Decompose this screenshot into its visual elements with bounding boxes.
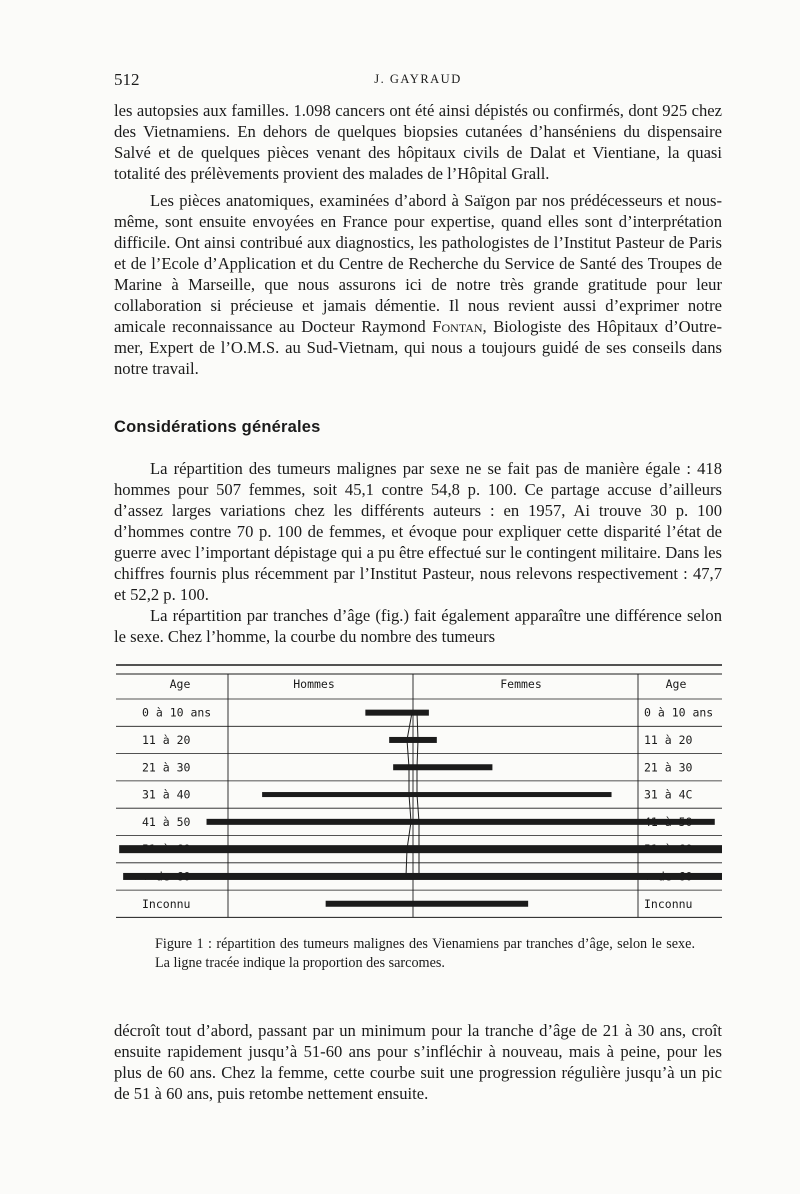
- body-text-bottom: [114, 1020, 722, 1104]
- age-label-right: 21 à 30: [644, 760, 693, 775]
- body-text-top: [114, 100, 722, 379]
- paragraph-4: La répartition par tranches d’âge (fig.) fait également apparaître une différence selon le sexe. Chez l’homme, la courbe du nombre des tumeurs: [114, 606, 722, 646]
- bar-men: [123, 873, 413, 880]
- bar-men: [393, 764, 413, 770]
- paragraph-2: [114, 190, 722, 379]
- chart-headers: [170, 677, 687, 691]
- paragraph-2-part-a: Les pièces anatomiques, examinées d’abord à Saïgon par nos prédécesseurs et nous-même, sont ensuite envoyées en France pour expertise, quand elles sont d’interprétation difficile. Ont ainsi contribué aux diagnostics, les pathologistes de l’Institut Pasteur de Paris et de l’Ecole d’Application et du Centre de Recherche du Service de Santé des Troupes de Marine à Marseille, que nous assurons ici de notre très grande gratitude pour leur collaboration si précieuse et jamais démentie. Il nous revient aussi d’exprimer notre amicale reconnaissance au Docteur Raymond: [114, 191, 722, 336]
- paragraph-5: décroît tout d’abord, passant par un minimum pour la tranche d’âge de 21 à 30 ans, croît ensuite rapidement jusqu’à 51-60 ans pour s’infléchir à nouveau, mais à peine, pour les plus de 60 ans. Chez la femme, cette courbe suit une progression régulière jusqu’à un pic de 51 à 60 ans, puis retombe nettement ensuite.: [114, 1021, 722, 1103]
- header-age-right: Age: [665, 677, 687, 691]
- header-men: Hommes: [293, 677, 335, 691]
- age-label-left: 31 à 40: [142, 787, 191, 802]
- age-label-left: 0 à 10 ans: [142, 705, 212, 720]
- age-label-right: 11 à 20: [644, 732, 693, 747]
- figure-caption: Figure 1 : répartition des tumeurs malignes des Vienamiens par tranches d’âge, selon le sexe. La ligne tracée indique la proportion des sarcomes.: [155, 936, 695, 971]
- age-sex-pyramid-chart: [116, 664, 722, 924]
- body-text-middle: [114, 458, 722, 647]
- age-label-left: Inconnu: [142, 896, 191, 911]
- age-label-right: Inconnu: [644, 896, 693, 911]
- page-number: 512: [114, 70, 140, 89]
- bar-women: [413, 845, 722, 853]
- bar-women: [413, 792, 612, 797]
- age-label-right: 31 à 4C: [644, 787, 693, 802]
- section-heading: Considérations générales: [114, 418, 321, 436]
- bar-women: [413, 819, 715, 825]
- bar-women: [413, 764, 492, 770]
- bar-men: [119, 845, 413, 853]
- paragraph-3: La répartition des tumeurs malignes par sexe ne se fait pas de manière égale : 418 hommes pour 507 femmes, soit 45,1 contre 54,8 p. 100. Ce partage accuse d’ailleurs d’assez larges variations chez les différents auteurs : en 1957, Ai trouve 30 p. 100 d’hommes contre 70 p. 100 de femmes, et évoque pour expliquer cette disparité l’état de guerre avec l’important dépistage qui a pu être effectué sur le contingent militaire. Dans les chiffres fournis plus récemment par l’Institut Pasteur, nous relevons respectivement : 47,7 et 52,2 p. 100.: [114, 459, 722, 604]
- bar-women: [413, 737, 437, 743]
- age-label-left: 21 à 30: [142, 760, 191, 775]
- age-label-left: 41 à 50: [142, 814, 191, 829]
- bar-men: [262, 792, 413, 797]
- bar-men: [365, 710, 413, 716]
- running-head: J. GAYRAUD: [374, 72, 462, 86]
- bar-men: [326, 901, 413, 907]
- author-name-fontan: Fontan: [432, 317, 483, 336]
- paragraph-1: les autopsies aux familles. 1.098 cancers ont été ainsi dépistés ou confirmés, dont 925 chez des Vietnamiens. En dehors de quelques biopsies cutanées d’hanséniens du dispensaire Salvé et de quelques pièces venant des hôpitaux civils de Dalat et Vientiane, la quasi totalité des prélèvements provient des malades de l’Hôpital Grall.: [114, 101, 722, 183]
- bar-women: [413, 873, 722, 880]
- bar-women: [413, 901, 528, 907]
- bar-women: [413, 710, 429, 716]
- bar-men: [207, 819, 413, 825]
- header-age-left: Age: [169, 677, 191, 691]
- age-label-left: 11 à 20: [142, 732, 191, 747]
- header-women: Femmes: [500, 677, 542, 691]
- paragraph-2-part-b: , Biologiste des Hôpitaux d’Outre-mer, Expert de l’O.M.S. au Sud-Vietnam, qui nous a toujours guidé de ses conseils dans notre travail.: [114, 317, 722, 378]
- figure-1: [116, 664, 722, 924]
- page-header: [114, 70, 722, 90]
- bar-men: [389, 737, 413, 743]
- age-label-right: 0 à 10 ans: [644, 705, 714, 720]
